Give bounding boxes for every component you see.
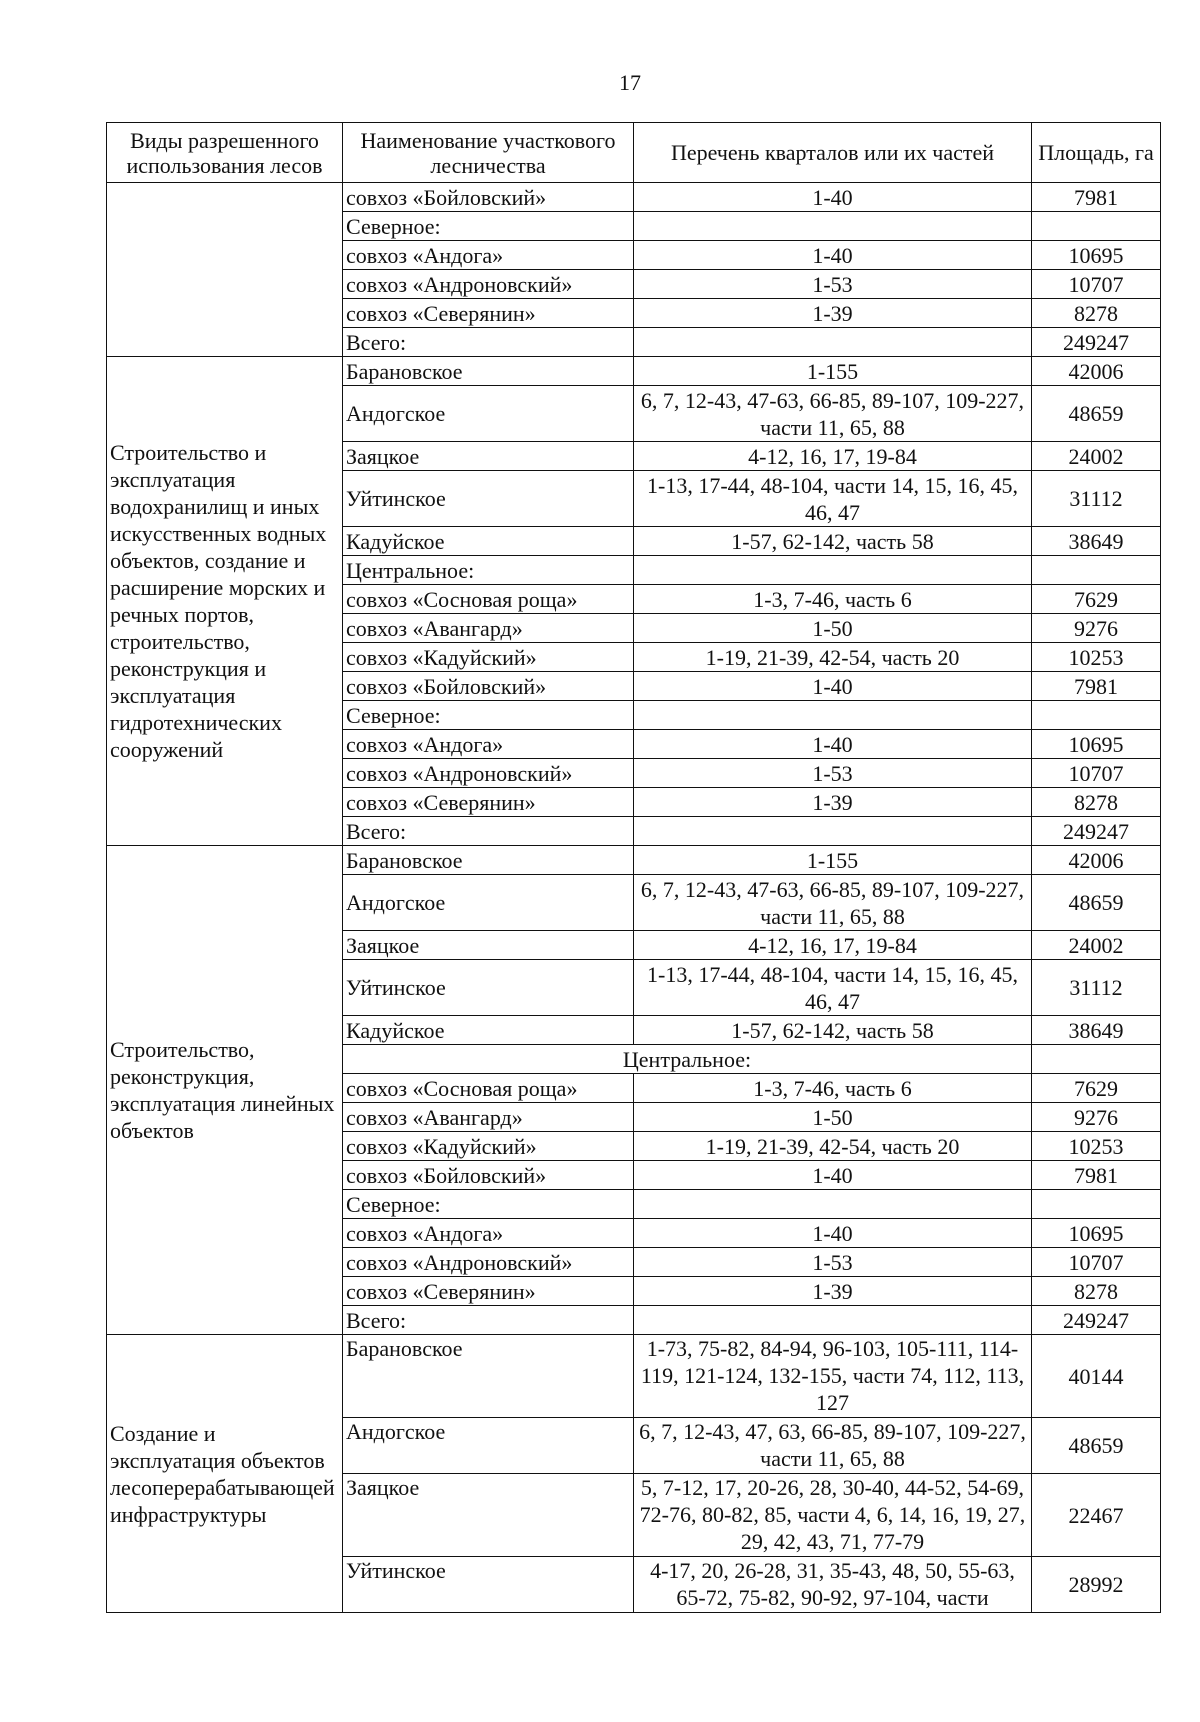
area-cell: 249247 bbox=[1032, 328, 1161, 357]
area-cell: 7981 bbox=[1032, 672, 1161, 701]
area-cell: 10695 bbox=[1032, 241, 1161, 270]
area-cell: 48659 bbox=[1032, 875, 1161, 931]
area-cell: 24002 bbox=[1032, 931, 1161, 960]
forestry-name-cell: совхоз «Авангард» bbox=[343, 614, 634, 643]
quarters-cell bbox=[634, 701, 1032, 730]
permitted-use-table bbox=[106, 122, 1161, 1613]
forestry-name-cell: совхоз «Авангард» bbox=[343, 1103, 634, 1132]
forestry-name-cell: Андогское bbox=[343, 386, 634, 442]
area-cell bbox=[1032, 1045, 1161, 1074]
quarters-cell: 1-39 bbox=[634, 299, 1032, 328]
quarters-cell: 1-40 bbox=[634, 1219, 1032, 1248]
quarters-cell: 4-12, 16, 17, 19-84 bbox=[634, 931, 1032, 960]
area-cell: 24002 bbox=[1032, 442, 1161, 471]
area-cell: 48659 bbox=[1032, 386, 1161, 442]
quarters-cell: 6, 7, 12-43, 47, 63, 66-85, 89-107, 109-227, части 11, 65, 88 bbox=[634, 1418, 1032, 1474]
area-cell: 7981 bbox=[1032, 183, 1161, 212]
table-row bbox=[107, 1335, 1161, 1418]
forestry-name-cell: совхоз «Кадуйский» bbox=[343, 1132, 634, 1161]
forestry-name-cell: Заяцкое bbox=[343, 931, 634, 960]
quarters-cell: 1-39 bbox=[634, 788, 1032, 817]
quarters-cell bbox=[634, 328, 1032, 357]
forestry-name-cell: Северное: bbox=[343, 212, 634, 241]
quarters-cell: 1-19, 21-39, 42-54, часть 20 bbox=[634, 1132, 1032, 1161]
quarters-cell: 1-53 bbox=[634, 759, 1032, 788]
area-cell: 8278 bbox=[1032, 1277, 1161, 1306]
forestry-name-cell: Уйтинское bbox=[343, 1557, 634, 1613]
forestry-name-cell: Барановское bbox=[343, 357, 634, 386]
forestry-name-cell: Андогское bbox=[343, 1418, 634, 1474]
header-area: Площадь, га bbox=[1032, 123, 1161, 183]
forestry-name-cell: совхоз «Андроновский» bbox=[343, 270, 634, 299]
forestry-name-cell: совхоз «Андога» bbox=[343, 241, 634, 270]
quarters-cell: 5, 7-12, 17, 20-26, 28, 30-40, 44-52, 54-69, 72-76, 80-82, 85, части 4, 6, 14, 16, 19, 27, 29, 42, 43, 71, 77-79 bbox=[634, 1474, 1032, 1557]
area-cell: 8278 bbox=[1032, 788, 1161, 817]
quarters-cell: 1-39 bbox=[634, 1277, 1032, 1306]
area-cell: 48659 bbox=[1032, 1418, 1161, 1474]
quarters-cell: 4-12, 16, 17, 19-84 bbox=[634, 442, 1032, 471]
area-cell: 249247 bbox=[1032, 1306, 1161, 1335]
quarters-cell: 1-40 bbox=[634, 241, 1032, 270]
table-header-row bbox=[107, 123, 1161, 183]
area-cell: 38649 bbox=[1032, 527, 1161, 556]
area-cell: 38649 bbox=[1032, 1016, 1161, 1045]
area-cell: 7981 bbox=[1032, 1161, 1161, 1190]
area-cell: 40144 bbox=[1032, 1335, 1161, 1418]
area-cell: 42006 bbox=[1032, 846, 1161, 875]
quarters-cell: 1-57, 62-142, часть 58 bbox=[634, 527, 1032, 556]
area-cell bbox=[1032, 1190, 1161, 1219]
forestry-name-cell: Северное: bbox=[343, 1190, 634, 1219]
forestry-name-cell: совхоз «Сосновая роща» bbox=[343, 585, 634, 614]
forestry-name-cell: совхоз «Бойловский» bbox=[343, 672, 634, 701]
area-cell: 10707 bbox=[1032, 759, 1161, 788]
forestry-name-cell: Заяцкое bbox=[343, 1474, 634, 1557]
quarters-cell: 1-3, 7-46, часть 6 bbox=[634, 1074, 1032, 1103]
area-cell bbox=[1032, 212, 1161, 241]
forestry-name-cell: совхоз «Кадуйский» bbox=[343, 643, 634, 672]
quarters-cell: 6, 7, 12-43, 47-63, 66-85, 89-107, 109-227, части 11, 65, 88 bbox=[634, 875, 1032, 931]
quarters-cell: 1-40 bbox=[634, 672, 1032, 701]
quarters-cell bbox=[634, 1190, 1032, 1219]
area-cell: 7629 bbox=[1032, 1074, 1161, 1103]
area-cell bbox=[1032, 701, 1161, 730]
page-number: 17 bbox=[619, 70, 641, 95]
forestry-name-cell: Кадуйское bbox=[343, 1016, 634, 1045]
forestry-name-cell: Кадуйское bbox=[343, 527, 634, 556]
area-cell: 28992 bbox=[1032, 1557, 1161, 1613]
forestry-name-cell: совхоз «Андога» bbox=[343, 1219, 634, 1248]
forestry-name-cell: совхоз «Северянин» bbox=[343, 788, 634, 817]
table-row bbox=[107, 357, 1161, 386]
quarters-cell: 1-40 bbox=[634, 730, 1032, 759]
table-row bbox=[107, 183, 1161, 212]
forestry-name-cell: Северное: bbox=[343, 701, 634, 730]
area-cell: 8278 bbox=[1032, 299, 1161, 328]
area-cell: 9276 bbox=[1032, 614, 1161, 643]
area-cell: 31112 bbox=[1032, 471, 1161, 527]
table-row bbox=[107, 846, 1161, 875]
area-cell: 10707 bbox=[1032, 270, 1161, 299]
quarters-cell: 1-3, 7-46, часть 6 bbox=[634, 585, 1032, 614]
quarters-cell: 4-17, 20, 26-28, 31, 35-43, 48, 50, 55-63, 65-72, 75-82, 90-92, 97-104, части bbox=[634, 1557, 1032, 1613]
quarters-cell: 1-13, 17-44, 48-104, части 14, 15, 16, 45, 46, 47 bbox=[634, 960, 1032, 1016]
use-type-cell bbox=[107, 183, 343, 357]
forestry-name-cell: Барановское bbox=[343, 1335, 634, 1418]
forestry-name-cell: совхоз «Андога» bbox=[343, 730, 634, 759]
quarters-cell bbox=[634, 212, 1032, 241]
forestry-name-cell: совхоз «Андроновский» bbox=[343, 1248, 634, 1277]
area-cell: 10695 bbox=[1032, 730, 1161, 759]
quarters-cell: 1-40 bbox=[634, 1161, 1032, 1190]
use-type-cell: Строительство, реконструкция, эксплуатация линейных объектов bbox=[107, 846, 343, 1335]
quarters-cell: 1-40 bbox=[634, 183, 1032, 212]
forestry-name-cell: Уйтинское bbox=[343, 960, 634, 1016]
quarters-cell: 1-155 bbox=[634, 357, 1032, 386]
quarters-cell: 1-73, 75-82, 84-94, 96-103, 105-111, 114-119, 121-124, 132-155, части 74, 112, 113, 127 bbox=[634, 1335, 1032, 1418]
quarters-cell: 6, 7, 12-43, 47-63, 66-85, 89-107, 109-227, части 11, 65, 88 bbox=[634, 386, 1032, 442]
quarters-cell bbox=[634, 817, 1032, 846]
header-quarters-list: Перечень кварталов или их частей bbox=[634, 123, 1032, 183]
forestry-name-cell: совхоз «Северянин» bbox=[343, 299, 634, 328]
area-cell: 31112 bbox=[1032, 960, 1161, 1016]
area-cell: 7629 bbox=[1032, 585, 1161, 614]
quarters-cell bbox=[634, 1306, 1032, 1335]
quarters-cell: 1-53 bbox=[634, 270, 1032, 299]
area-cell: 10707 bbox=[1032, 1248, 1161, 1277]
forestry-name-cell: Центральное: bbox=[343, 1045, 1032, 1074]
quarters-cell: 1-13, 17-44, 48-104, части 14, 15, 16, 45, 46, 47 bbox=[634, 471, 1032, 527]
forestry-name-cell: Всего: bbox=[343, 817, 634, 846]
forestry-name-cell: совхоз «Бойловский» bbox=[343, 1161, 634, 1190]
forestry-name-cell: Всего: bbox=[343, 1306, 634, 1335]
quarters-cell: 1-50 bbox=[634, 614, 1032, 643]
header-use-type: Виды разрешенного использования лесов bbox=[107, 123, 343, 183]
area-cell: 42006 bbox=[1032, 357, 1161, 386]
forestry-name-cell: совхоз «Сосновая роща» bbox=[343, 1074, 634, 1103]
area-cell bbox=[1032, 556, 1161, 585]
forestry-name-cell: Всего: bbox=[343, 328, 634, 357]
use-type-cell: Строительство и эксплуатация водохранилищ и иных искусственных водных объектов, создание и расширение морских и речных портов, строительство, реконструкция и эксплуатация гидротехнических сооружений bbox=[107, 357, 343, 846]
area-cell: 9276 bbox=[1032, 1103, 1161, 1132]
header-forestry-name: Наименование участкового лесничества bbox=[343, 123, 634, 183]
area-cell: 249247 bbox=[1032, 817, 1161, 846]
forestry-name-cell: совхоз «Андроновский» bbox=[343, 759, 634, 788]
use-type-cell: Создание и эксплуатация объектов лесоперерабатывающей инфраструктуры bbox=[107, 1335, 343, 1613]
quarters-cell: 1-155 bbox=[634, 846, 1032, 875]
table-body bbox=[107, 183, 1161, 1613]
quarters-cell: 1-57, 62-142, часть 58 bbox=[634, 1016, 1032, 1045]
quarters-cell: 1-19, 21-39, 42-54, часть 20 bbox=[634, 643, 1032, 672]
forestry-name-cell: Уйтинское bbox=[343, 471, 634, 527]
area-cell: 10253 bbox=[1032, 643, 1161, 672]
area-cell: 22467 bbox=[1032, 1474, 1161, 1557]
quarters-cell: 1-53 bbox=[634, 1248, 1032, 1277]
forestry-name-cell: Барановское bbox=[343, 846, 634, 875]
area-cell: 10253 bbox=[1032, 1132, 1161, 1161]
area-cell: 10695 bbox=[1032, 1219, 1161, 1248]
forestry-name-cell: Андогское bbox=[343, 875, 634, 931]
forestry-name-cell: Заяцкое bbox=[343, 442, 634, 471]
forestry-name-cell: совхоз «Северянин» bbox=[343, 1277, 634, 1306]
quarters-cell bbox=[634, 556, 1032, 585]
forestry-name-cell: Центральное: bbox=[343, 556, 634, 585]
quarters-cell: 1-50 bbox=[634, 1103, 1032, 1132]
forestry-name-cell: совхоз «Бойловский» bbox=[343, 183, 634, 212]
